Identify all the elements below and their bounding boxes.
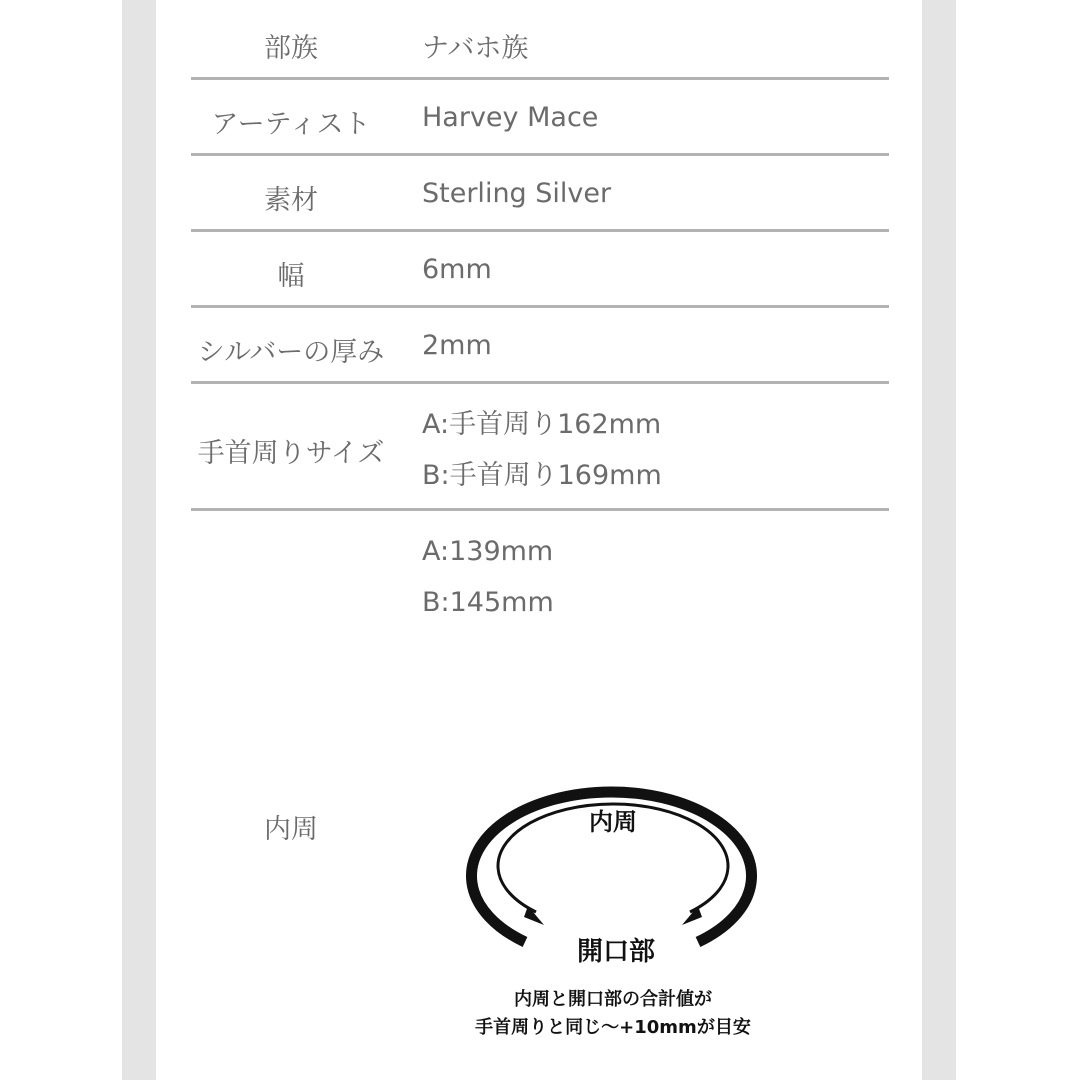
- table-row: [191, 80, 889, 156]
- row-label-wrist-size: 手首周りサイズ: [197, 438, 385, 469]
- row-value-material: Sterling Silver: [422, 178, 612, 209]
- table-row: [191, 232, 889, 308]
- table-row: [191, 0, 889, 80]
- arrow-head-left-icon: [524, 906, 544, 925]
- row-value-thickness: 2mm: [422, 330, 492, 361]
- row-label-artist: アーティスト: [211, 109, 371, 140]
- row-value-wrist-size-list: [422, 399, 662, 501]
- table-row: [191, 156, 889, 232]
- right-margin-band: [922, 0, 956, 1080]
- diagram-opening-label: 開口部: [576, 937, 656, 967]
- left-margin-band: [122, 0, 156, 1080]
- wrist-size-a: A:手首周り162mm: [422, 409, 662, 440]
- row-label-thickness: シルバーの厚み: [197, 337, 385, 368]
- bangle-size-diagram: [458, 755, 768, 1045]
- row-label-tribe: 部族: [264, 33, 318, 64]
- inner-circumference-a: A:139mm: [422, 536, 554, 567]
- row-value-width: 6mm: [422, 254, 492, 285]
- diagram-inner-label: 内周: [589, 808, 637, 836]
- wrist-size-b: B:手首周り169mm: [422, 460, 662, 491]
- row-label-width: 幅: [277, 261, 305, 292]
- row-value-artist: Harvey Mace: [422, 102, 599, 133]
- table-row: [191, 384, 889, 511]
- table-row: [191, 308, 889, 384]
- row-label-material: 素材: [264, 185, 318, 216]
- inner-circumference-b: B:145mm: [422, 587, 554, 618]
- diagram-note-line1: 内周と開口部の合計値が: [514, 989, 712, 1010]
- row-label-inner-circumference: 内周: [264, 814, 318, 845]
- arrow-head-right-icon: [682, 906, 702, 925]
- row-value-inner-circumference-list: [422, 526, 554, 628]
- diagram-note-line2: 手首周りと同じ〜+10mmが目安: [475, 1017, 751, 1038]
- row-value-tribe: ナバホ族: [422, 33, 529, 64]
